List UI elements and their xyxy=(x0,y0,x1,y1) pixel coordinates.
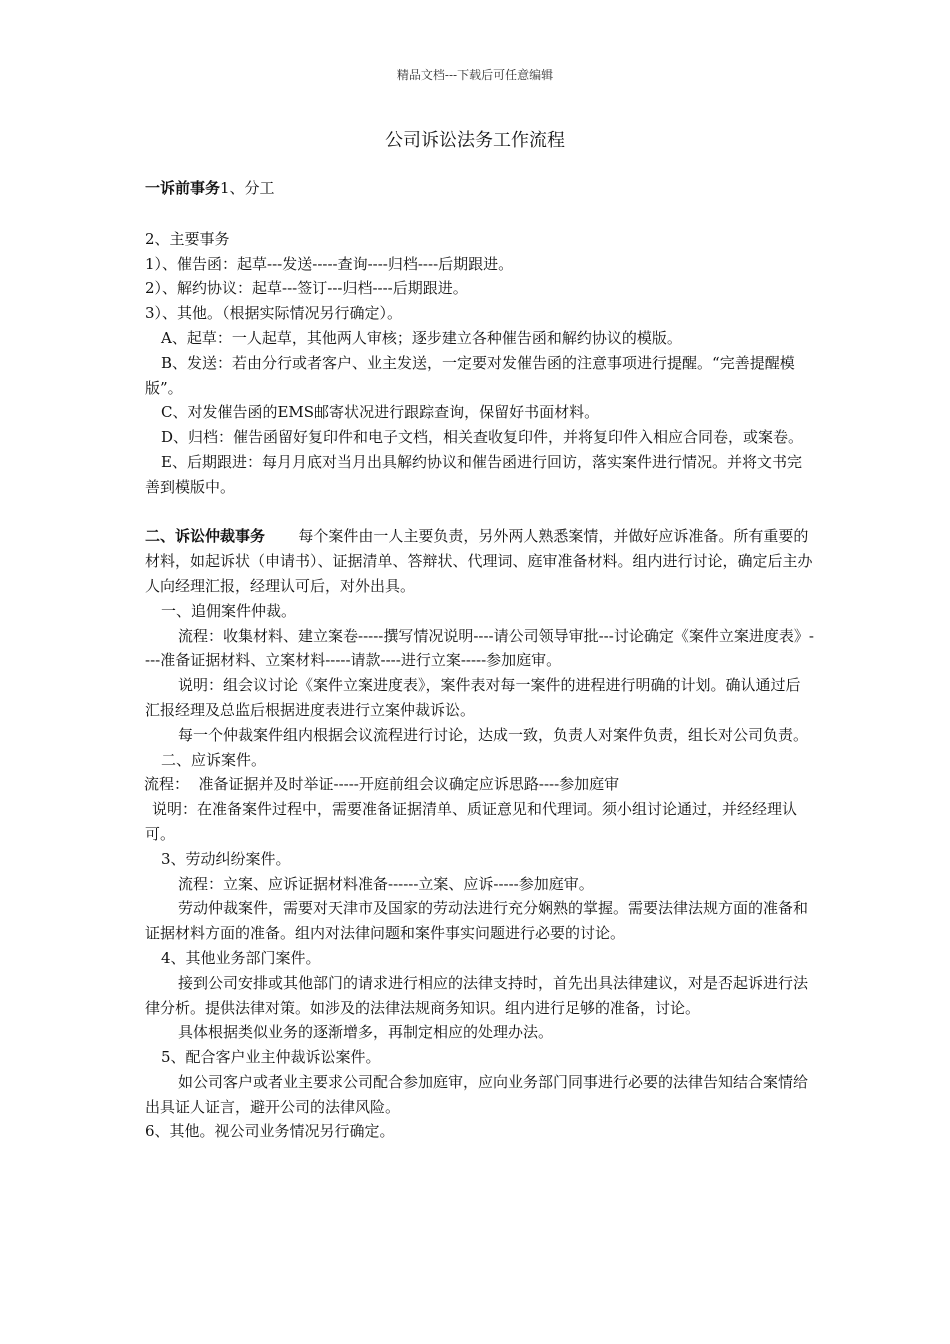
page-title: 公司诉讼法务工作流程 xyxy=(385,130,565,151)
item-d: D、归档：催告函留好复印件和电子文档，相关查收复印件，并将复印件入相应合同卷，或案卷。 xyxy=(161,428,804,447)
spacer xyxy=(145,500,815,525)
subsection-1-title: 一、追佣案件仲裁。 xyxy=(161,601,297,620)
subsection-2-flow: 流程： 准备证据并及时举证-----开庭前组会议确定应诉思路----参加庭审 xyxy=(144,775,620,794)
subsection-1-extra: 每一个仲裁案件组内根据会议流程进行讨论，达成一致，负责人对案件负责，组长对公司负责。 xyxy=(178,725,809,744)
subsection-4-extra: 具体根据类似业务的逐渐增多，再制定相应的处理办法。 xyxy=(178,1023,554,1042)
section-1-heading-line xyxy=(145,176,815,201)
subsection-1-flow: 流程：收集材料、建立案卷-----撰写情况说明----请公司领导审批---讨论确定《案件立案进度表》----准备证据材料、立案材料-----请款----进行立案-----参加庭审。 xyxy=(145,626,814,670)
subsection-5-text: 如公司客户或者业主要求公司配合参加庭审，应向业务部门同事进行必要的法律告知结合案情给出具证人证言，避开公司的法律风险。 xyxy=(145,1072,809,1116)
main-task-1: 1）、催告函：起草---发送-----查询----归档----后期跟进。 xyxy=(145,254,514,273)
item-e: E、后期跟进：每月月底对当月出具解约协议和催告函进行回访，落实案件进行情况。并将文书完善到模版中。 xyxy=(145,452,802,496)
subsection-1-note: 说明：组会议讨论《案件立案进度表》，案件表对每一案件的进程进行明确的计划。确认通过后汇报经理及总监后根据进度表进行立案仲裁诉讼。 xyxy=(145,676,801,719)
spacer xyxy=(145,201,815,227)
main-task-3: 3）、其他。（根据实际情况另行确定）。 xyxy=(145,304,403,323)
main-tasks-label: 2、主要事务 xyxy=(145,229,230,248)
section-2-intro-text: 每个案件由一人主要负责，另外两人熟悉案情，并做好应诉准备。所有重要的材料，如起诉状（申请书）、证据清单、答辩状、代理词、庭审准备材料。组内进行讨论，确定后主办人向经理汇报，经理认可后，对外出具。 xyxy=(145,527,813,595)
subsection-6-title: 6、其他。视公司业务情况另行确定。 xyxy=(145,1122,395,1141)
section-1-heading: 一诉前事务 xyxy=(145,179,221,197)
subsection-4-text: 接到公司安排或其他部门的请求进行相应的法律支持时，首先出具法律建议，对是否起诉进行法律分析。提供法律对策。如涉及的法律法规商务知识。组内进行足够的准备，讨论。 xyxy=(145,973,809,1017)
section-1-heading-tail: 1、分工 xyxy=(220,179,275,197)
main-task-2: 2）、解约协议：起草---签订---归档----后期跟进。 xyxy=(145,279,468,298)
subsection-4-title: 4、其他业务部门案件。 xyxy=(161,948,321,967)
subsection-2-note: 说明：在准备案件过程中，需要准备证据清单、质证意见和代理词。须小组讨论通过，并经经理认可。 xyxy=(145,800,798,843)
subsection-3-text: 劳动仲裁案件，需要对天津市及国家的劳动法进行充分娴熟的掌握。需要法律法规方面的准备和证据材料方面的准备。组内对法律问题和案件事实问题进行必要的讨论。 xyxy=(145,899,809,943)
item-b: B、发送：若由分行或者客户、业主发送，一定要对发催告函的注意事项进行提醒。“完善提醒模版”。 xyxy=(145,353,795,397)
subsection-2-title: 二、应诉案件。 xyxy=(161,750,267,769)
item-a: A、起草：一人起草，其他两人审核；逐步建立各种催告函和解约协议的模版。 xyxy=(161,328,682,347)
subsection-5-title: 5、配合客户业主仲裁诉讼案件。 xyxy=(161,1048,381,1067)
subsection-3-flow: 流程：立案、应诉证据材料准备------立案、应诉-----参加庭审。 xyxy=(178,874,594,893)
header-note: 精品文档---下载后可任意编辑 xyxy=(396,68,554,82)
section-2-heading: 二、诉讼仲裁事务 xyxy=(145,527,266,546)
section-2-intro xyxy=(145,524,815,598)
subsection-3-title: 3、劳动纠纷案件。 xyxy=(161,849,291,868)
item-c: C、对发催告函的EMS邮寄状况进行跟踪查询，保留好书面材料。 xyxy=(161,403,600,422)
document-body xyxy=(145,176,815,1144)
